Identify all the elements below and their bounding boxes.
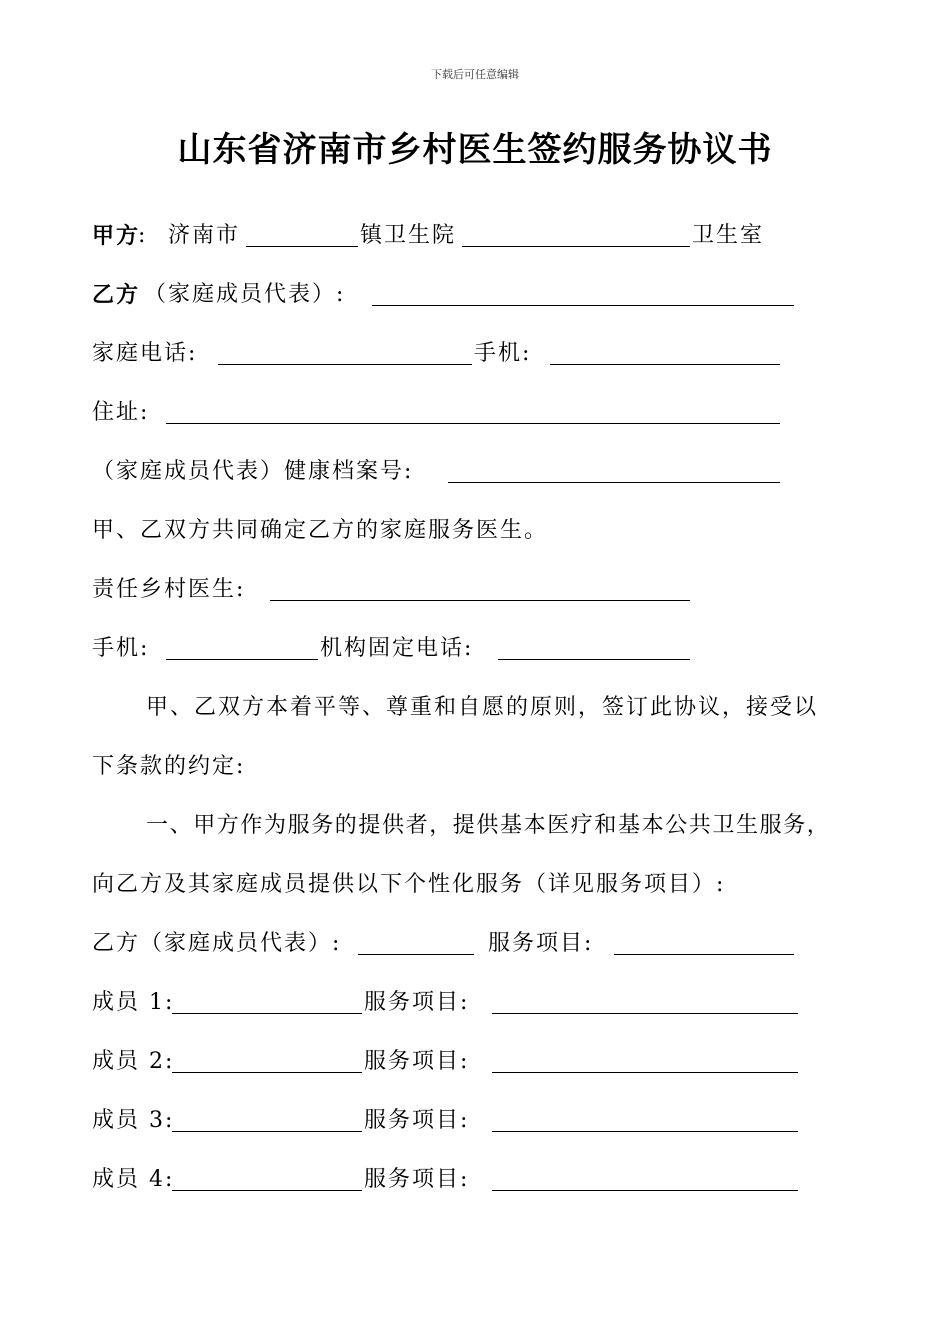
member-label: 成员 2:	[92, 1049, 175, 1074]
member-service-blank[interactable]	[492, 1190, 798, 1191]
town-blank[interactable]	[246, 246, 358, 247]
member-service-label: 服务项目:	[364, 1049, 470, 1074]
member-blank[interactable]	[172, 1013, 362, 1014]
phone-line	[92, 334, 812, 374]
address-label: 住址:	[92, 400, 150, 425]
doctor-phone-line	[92, 629, 812, 669]
rep-line	[92, 924, 812, 964]
para1-line1: 甲、乙双方本着平等、尊重和自愿的原则，签订此协议，接受以	[146, 695, 819, 720]
member-label: 成员 3:	[92, 1108, 175, 1133]
party-a-label: 甲方	[92, 223, 141, 249]
rep-label: 乙方（家庭成员代表）:	[92, 931, 342, 956]
member-service-blank[interactable]	[492, 1013, 798, 1014]
health-record-line	[92, 452, 812, 492]
health-record-blank[interactable]	[448, 482, 780, 483]
doctor-line	[92, 570, 812, 610]
member-service-label: 服务项目:	[364, 990, 470, 1015]
party-a-colon: :	[138, 223, 148, 248]
rep-service-label: 服务项目:	[488, 931, 594, 956]
home-phone-blank[interactable]	[218, 364, 472, 365]
party-b-label: 乙方	[92, 282, 141, 308]
town-label: 镇卫生院	[360, 223, 457, 248]
member-label: 成员 1:	[92, 990, 175, 1015]
member-service-label: 服务项目:	[364, 1108, 470, 1133]
party-b-line	[92, 275, 812, 315]
confirm-text: 甲、乙双方共同确定乙方的家庭服务医生。	[92, 518, 549, 543]
doctor-mobile-label: 手机:	[92, 636, 150, 661]
address-blank[interactable]	[166, 423, 780, 424]
party-a-line	[92, 216, 792, 256]
member-label: 成员 4:	[92, 1167, 175, 1192]
member-row	[92, 1042, 812, 1082]
health-record-label: （家庭成员代表）健康档案号:	[92, 459, 414, 484]
mobile-blank[interactable]	[550, 364, 780, 365]
doctor-mobile-blank[interactable]	[166, 659, 318, 660]
member-row	[92, 1160, 812, 1200]
doctor-blank[interactable]	[270, 600, 690, 601]
member-blank[interactable]	[172, 1131, 362, 1132]
header-note: 下载后可任意编辑	[431, 68, 519, 81]
member-row	[92, 1101, 812, 1141]
fixed-phone-blank[interactable]	[498, 659, 690, 660]
fixed-phone-label: 机构固定电话:	[320, 636, 474, 661]
party-a-city: 济南市	[168, 223, 241, 248]
rep-blank[interactable]	[358, 954, 474, 955]
home-phone-label: 家庭电话:	[92, 341, 198, 366]
para2-line1: 一、甲方作为服务的提供者，提供基本医疗和基本公共卫生服务，	[146, 813, 831, 838]
rep-service-blank[interactable]	[614, 954, 794, 955]
room-label: 卫生室	[692, 223, 765, 248]
member-blank[interactable]	[172, 1072, 362, 1073]
address-line	[92, 393, 812, 433]
member-service-blank[interactable]	[492, 1131, 798, 1132]
clinic-blank[interactable]	[462, 246, 690, 247]
member-blank[interactable]	[172, 1190, 362, 1191]
member-service-blank[interactable]	[492, 1072, 798, 1073]
member-service-label: 服务项目:	[364, 1167, 470, 1192]
party-b-blank[interactable]	[372, 305, 794, 306]
doctor-label: 责任乡村医生:	[92, 577, 246, 602]
mobile-label: 手机:	[474, 341, 532, 366]
para1-line2: 下条款的约定:	[92, 754, 246, 779]
page-title: 山东省济南市乡村医生签约服务协议书	[177, 130, 773, 170]
member-row	[92, 983, 812, 1023]
para2-line2: 向乙方及其家庭成员提供以下个性化服务（详见服务项目）:	[92, 872, 726, 897]
party-b-rest: （家庭成员代表）:	[144, 282, 346, 307]
